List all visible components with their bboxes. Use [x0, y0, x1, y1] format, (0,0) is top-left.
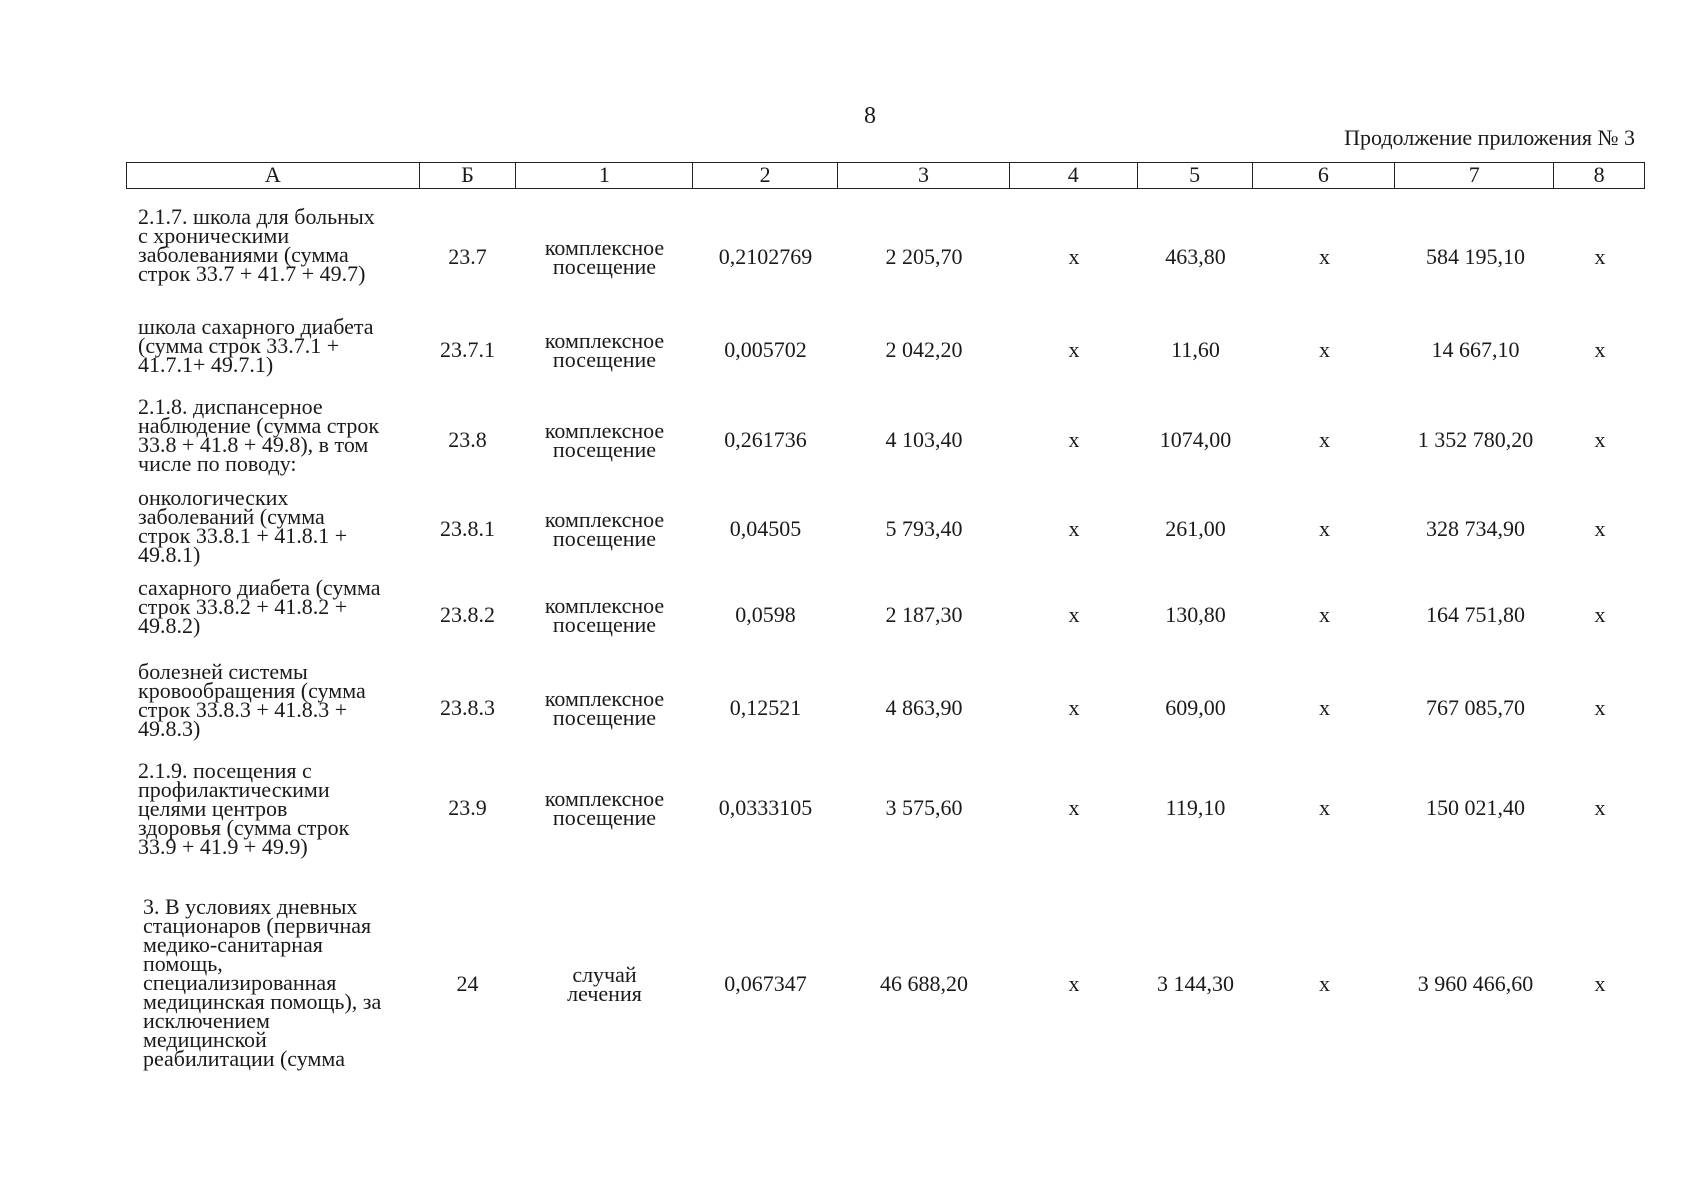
row-code-cell: 23.8.1 [440, 516, 495, 541]
row-col5-cell: 3 144,30 [1157, 971, 1234, 996]
row-col3-cell: 2 187,30 [885, 602, 963, 627]
row-col7-cell: 3 960 466,60 [1417, 971, 1534, 996]
row-unit-cell: комплексное посещение [544, 507, 665, 551]
header-cell-a: А [127, 163, 420, 188]
row-col5-cell: 1074,00 [1159, 426, 1232, 452]
row-col5-cell: 119,10 [1165, 795, 1226, 820]
row-col6-cell: х [1319, 694, 1330, 720]
row-name-cell: 3. В условиях дневных стационаров (первичная медико-санитарная помощь, специализированная медицинская помощь), за исключением медицинской реабилитации (сумма [143, 894, 382, 1071]
row-code-cell: 23.8.3 [440, 694, 495, 720]
row-col6-cell: х [1319, 602, 1330, 627]
header-cell-1: 1 [516, 163, 693, 188]
row-col4-cell: х [1068, 337, 1080, 362]
row-col8-cell: х [1594, 602, 1606, 627]
row-name-cell: болезней системы кровообращения (сумма строк 33.8.3 + 41.8.3 + 49.8.3) [138, 659, 366, 741]
row-col3-cell: 4 103,40 [885, 426, 963, 452]
row-col4-cell: х [1068, 426, 1080, 452]
row-col2-cell: 0,005702 [724, 337, 807, 362]
row-col4-cell: х [1068, 795, 1080, 820]
header-cell-2: 2 [693, 163, 838, 188]
header-cell-6: 6 [1253, 163, 1396, 188]
row-col7-cell: 584 195,10 [1426, 244, 1525, 269]
row-col6-cell: х [1319, 971, 1330, 996]
row-code-cell: 23.7.1 [440, 337, 495, 362]
row-col4-cell: х [1068, 602, 1080, 627]
row-unit-cell: случай лечения [567, 962, 642, 1006]
row-unit-cell: комплексное посещение [544, 786, 665, 830]
row-col5-cell: 609,00 [1165, 694, 1226, 720]
row-col4-cell: х [1068, 971, 1080, 996]
header-cell-7: 7 [1395, 163, 1554, 188]
row-code-cell: 24 [456, 971, 479, 996]
row-col8-cell: х [1594, 244, 1606, 269]
row-col8-cell: х [1594, 694, 1606, 720]
row-col7-cell: 164 751,80 [1426, 602, 1525, 627]
row-col2-cell: 0,2102769 [718, 244, 813, 269]
continuation-label: Продолжение приложения № 3 [1344, 125, 1635, 150]
table-header-row [126, 162, 1645, 189]
row-code-cell: 23.9 [448, 795, 487, 820]
row-unit-cell: комплексное посещение [544, 593, 665, 637]
header-cell-5: 5 [1138, 163, 1253, 188]
row-col2-cell: 0,04505 [729, 516, 802, 541]
row-col7-cell: 1 352 780,20 [1417, 426, 1534, 452]
header-cell-8: 8 [1593, 162, 1605, 187]
row-unit-cell: комплексное посещение [544, 685, 665, 730]
row-col6-cell: х [1319, 426, 1330, 452]
row-col4-cell: х [1068, 244, 1080, 269]
row-col7-cell: 328 734,90 [1426, 516, 1525, 541]
row-col8-cell: х [1594, 795, 1606, 820]
header-cell-3: 3 [838, 163, 1010, 188]
page-number: 8 [864, 103, 876, 129]
table-row [126, 572, 1645, 658]
row-name-cell: 2.1.9. посещения с профилактическими целями центров здоровья (сумма строк 33.9 + 41.9 + 49.9) [138, 758, 350, 859]
row-col6-cell: х [1319, 516, 1330, 541]
row-name-cell: 2.1.8. диспансерное наблюдение (сумма строк 33.8 + 41.8 + 49.8), в том числе по поводу: [138, 394, 380, 476]
row-col5-cell: 130,80 [1165, 602, 1226, 627]
row-col8-cell: х [1594, 426, 1606, 452]
table-row [126, 204, 1645, 307]
row-col4-cell: х [1068, 516, 1080, 541]
row-unit-cell: комплексное посещение [544, 417, 665, 462]
header-cell-b: Б [420, 163, 517, 188]
table-row [126, 486, 1645, 572]
row-col2-cell: 0,261736 [724, 426, 807, 452]
row-col5-cell: 463,80 [1165, 244, 1226, 269]
table-row [126, 658, 1645, 757]
row-col8-cell: х [1594, 516, 1606, 541]
row-col7-cell: 150 021,40 [1426, 795, 1525, 820]
row-unit-cell: комплексное посещение [544, 328, 665, 372]
row-code-cell: 23.8 [448, 426, 487, 452]
row-unit-cell: комплексное посещение [544, 235, 665, 279]
row-col5-cell: 261,00 [1165, 516, 1226, 541]
row-col3-cell: 46 688,20 [880, 971, 968, 996]
row-col3-cell: 5 793,40 [885, 516, 963, 541]
data-table [126, 162, 1645, 1085]
row-col3-cell: 4 863,90 [885, 694, 963, 720]
row-name-cell: 2.1.7. школа для больных с хроническими заболеваниями (сумма строк 33.7 + 41.7 + 49.7) [138, 204, 375, 286]
row-col3-cell: 3 575,60 [885, 795, 963, 820]
row-col2-cell: 0,0598 [735, 602, 796, 627]
row-col3-cell: 2 205,70 [885, 244, 963, 269]
table-row [126, 307, 1645, 393]
row-name-cell: школа сахарного диабета (сумма строк 33.7.1 + 41.7.1+ 49.7.1) [138, 314, 374, 377]
row-col4-cell: х [1068, 694, 1080, 720]
header-cell-4: 4 [1010, 163, 1138, 188]
row-col2-cell: 0,12521 [729, 694, 802, 720]
row-col2-cell: 0,0333105 [718, 795, 813, 820]
row-code-cell: 23.7 [448, 244, 487, 269]
row-code-cell: 23.8.2 [440, 602, 495, 627]
row-col7-cell: 14 667,10 [1431, 337, 1520, 362]
row-col3-cell: 2 042,20 [885, 337, 963, 362]
table-row [126, 895, 1645, 1085]
row-col8-cell: х [1594, 971, 1606, 996]
row-col6-cell: х [1319, 244, 1330, 269]
row-col6-cell: х [1319, 795, 1330, 820]
row-col7-cell: 767 085,70 [1426, 694, 1525, 720]
row-name-cell: онкологических заболеваний (сумма строк 33.8.1 + 41.8.1 + 49.8.1) [138, 485, 348, 567]
table-row [126, 757, 1645, 895]
row-col2-cell: 0,067347 [724, 971, 807, 996]
row-col5-cell: 11,60 [1171, 337, 1220, 362]
row-name-cell: сахарного диабета (сумма строк 33.8.2 + 41.8.2 + 49.8.2) [138, 575, 381, 638]
row-col8-cell: х [1594, 337, 1606, 362]
row-col6-cell: х [1319, 337, 1330, 362]
table-row [126, 393, 1645, 486]
